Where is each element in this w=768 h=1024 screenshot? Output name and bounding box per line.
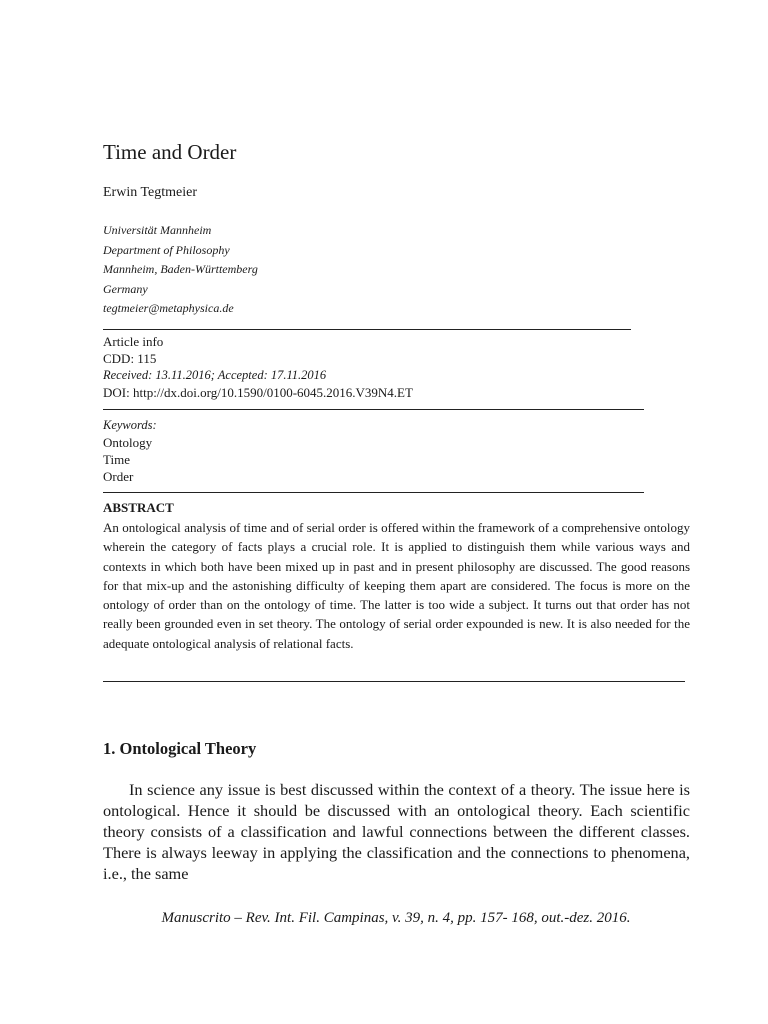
affiliation-country: Germany (103, 281, 148, 296)
author-email[interactable]: tegtmeier@metaphysica.de (103, 301, 234, 315)
divider-rule (103, 492, 644, 493)
article-title: Time and Order (103, 140, 237, 164)
divider-rule (103, 681, 685, 682)
abstract-text: An ontological analysis of time and of serial order is offered within the framework of a comprehensive ontology wherein the category of facts plays a crucial role. It is applied to distinguish them while various ways and contexts in which both have been mixed up in past and in present philosophy are discussed. The good reasons for that mix-up and the astonishing difficulty of keeping them apart are considered. The focus is more on the ontology of order than on the ontology of time. The latter is too wide a subject. It turns out that order has not really been grounded even in set theory. The ontology of serial order expounded is new. It is also needed for the adequate ontological analysis of relational facts. (103, 520, 690, 651)
keywords-heading: Keywords: (103, 418, 157, 432)
keyword-item: Order (103, 469, 134, 484)
page-footer (0, 910, 768, 927)
doi-link[interactable]: DOI: http://dx.doi.org/10.1590/0100-6045.2016.V39N4.ET (103, 385, 413, 400)
received-accepted-dates: Received: 13.11.2016; Accepted: 17.11.2016 (103, 368, 327, 382)
keyword-item: Ontology (103, 435, 153, 450)
divider-rule (103, 329, 631, 330)
article-author: Erwin Tegtmeier (103, 185, 198, 200)
keywords-block (103, 417, 157, 485)
body-paragraph: In science any issue is best discussed within the context of a theory. The issue here is ontological. Hence it should be discussed with an ontological theory. Each scientific theory consists of a classification and lawful connections between the different classes. There is always leeway in applying the classification and the connections to phenomena, i.e., the same (103, 780, 690, 883)
affiliation-department: Department of Philosophy (103, 242, 230, 257)
abstract-heading: ABSTRACT (103, 500, 174, 515)
divider-rule (103, 409, 644, 410)
cdd-code: CDD: 115 (103, 351, 157, 366)
article-info (103, 333, 413, 401)
journal-citation: Manuscrito – Rev. Int. Fil. Campinas, v. 39, n. 4, pp. 157- 168, out.-dez. 2016. (161, 910, 631, 926)
affiliation-city: Mannheim, Baden-Württemberg (103, 262, 258, 276)
affiliation-university: Universität Mannheim (103, 223, 212, 237)
keyword-item: Time (103, 452, 130, 467)
section-heading: 1. Ontological Theory (103, 739, 257, 758)
article-info-heading: Article info (103, 334, 164, 349)
author-affiliation (103, 221, 258, 319)
